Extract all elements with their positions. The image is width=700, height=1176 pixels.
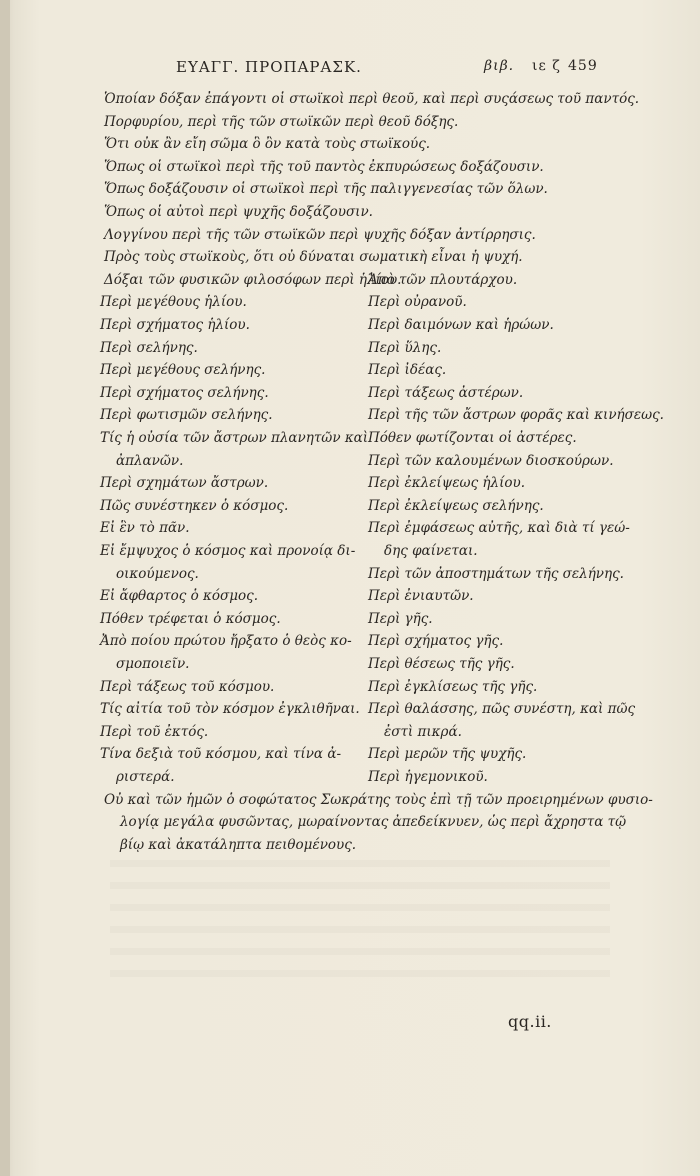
col_right-line: Περὶ τῶν καλουμένων διοσκούρων. — [368, 452, 614, 469]
lines-line: Ὅπως οἱ στωϊκοὶ περὶ τῆς τοῦ παντὸς ἐκπυρώσεως δοξάζουσιν. — [104, 158, 544, 175]
col_left-line: Εἰ ἓν τὸ πᾶν. — [100, 520, 190, 537]
col_left-line: Περὶ σχήματος σελήνης. — [100, 384, 269, 401]
closing-line: Οὐ καὶ τῶν ἡμῶν ὁ σοφώτατος Σωκράτης τοὺς ἐπὶ τῇ τῶν προειρημένων φυσιο- — [104, 791, 653, 808]
lines-line: Ὁποίαν δόξαν ἐπάγοντι οἱ στωϊκοὶ περὶ θεοῦ, καὶ περὶ συςάσεως τοῦ παντός. — [104, 91, 640, 107]
col_left-line: Περὶ τοῦ ἐκτός. — [100, 723, 209, 740]
signature-mark: qq.ii. — [508, 1012, 552, 1031]
col_right-line: Περὶ ἐγκλίσεως τῆς γῆς. — [368, 678, 538, 695]
col_right-line: Περὶ ὕλης. — [368, 339, 442, 356]
col_right-line: Περὶ δαιμόνων καὶ ἡρώων. — [368, 317, 554, 333]
page-number: 459 — [568, 58, 598, 74]
lines-line: Πορφυρίου, περὶ τῆς τῶν στωϊκῶν περὶ θεοῦ δόξης. — [104, 113, 459, 130]
col_right-line: Περὶ τῆς τῶν ἄστρων φορᾶς καὶ κινήσεως. — [368, 407, 664, 424]
col_left-line: Περὶ τάξεως τοῦ κόσμου. — [100, 678, 275, 695]
col_left-line: Τίνα δεξιὰ τοῦ κόσμου, καὶ τίνα ἀ- — [100, 746, 342, 763]
col_left-line: Περὶ μεγέθους σελήνης. — [100, 362, 266, 379]
col_left-line: οικούμενος. — [116, 565, 199, 582]
lines-line: Λογγίνου περὶ τῆς τῶν στωϊκῶν περὶ ψυχῆς δόξαν ἀντίρρησις. — [104, 226, 536, 243]
header-chapter: ιε ζ — [532, 58, 561, 74]
col_right-line: Περὶ μερῶν τῆς ψυχῆς. — [368, 746, 527, 763]
col_right-line: Περὶ θέσεως τῆς γῆς. — [368, 656, 515, 672]
page-gutter — [0, 0, 10, 1176]
col_left-line: Περὶ μεγέθους ἡλίου. — [100, 294, 247, 311]
col_right-line: ἐστὶ πικρά. — [384, 723, 462, 740]
col_left-line: Τίς ἡ οὐσία τῶν ἄστρων πλανητῶν καὶ — [100, 430, 369, 446]
col_right-line: Περὶ σχήματος γῆς. — [368, 633, 504, 650]
col_right-line: Περὶ ἰδέας. — [368, 362, 447, 379]
lines-line: Ὅπως δοξάζουσιν οἱ στωϊκοὶ περὶ τῆς παλιγγενεσίας τῶν ὅλων. — [104, 181, 548, 198]
col_right-line: Περὶ γῆς. — [368, 610, 433, 627]
running-header — [176, 58, 596, 80]
col_right-line: Πόθεν φωτίζονται οἱ ἀστέρες. — [368, 430, 577, 446]
header-title: ΕΥΑΓΓ. ΠΡΟΠΑΡΑΣΚ. — [176, 58, 362, 76]
show-through-text — [110, 860, 610, 990]
col_right-line: Περὶ τάξεως ἀστέρων. — [368, 384, 524, 401]
col_right-line: Ἀπὸ τῶν πλουτάρχου. — [368, 271, 518, 288]
col_left-line: ριστερά. — [116, 769, 175, 785]
col_right-line: Περὶ ἐνιαυτῶν. — [368, 588, 474, 605]
col_left-line: Περὶ σχημάτων ἄστρων. — [100, 475, 269, 492]
col_right-line: Περὶ ἐμφάσεως αὐτῆς, καὶ διὰ τί γεώ- — [368, 520, 630, 537]
col_left-line: Περὶ φωτισμῶν σελήνης. — [100, 407, 273, 424]
col_right-line: Περὶ ἐκλείψεως σελήνης. — [368, 497, 544, 514]
col_left-line: Ἀπὸ ποίου πρώτου ἤρξατο ὁ θεὸς κο- — [100, 633, 352, 650]
col_right-line: Περὶ θαλάσσης, πῶς συνέστη, καὶ πῶς — [368, 701, 636, 718]
lines-line: Ὅπως οἱ αὐτοὶ περὶ ψυχῆς δοξάζουσιν. — [104, 204, 373, 220]
col_left-line: Τίς αἰτία τοῦ τὸν κόσμον ἐγκλιθῆναι. — [100, 701, 360, 718]
col_right-line: Περὶ ἐκλείψεως ἡλίου. — [368, 475, 525, 492]
col_left-line: Εἰ ἄφθαρτος ὁ κόσμος. — [100, 588, 259, 605]
header-book: βιβ. — [484, 58, 515, 74]
col_right-line: Περὶ οὐρανοῦ. — [368, 294, 467, 311]
col_left-line: Περὶ σελήνης. — [100, 339, 198, 356]
lines-line: Δόξαι τῶν φυσικῶν φιλοσόφων περὶ ἡλίου. — [104, 271, 402, 288]
col_left-line: Εἰ ἔμψυχος ὁ κόσμος καὶ προνοίᾳ δι- — [100, 543, 356, 559]
col_left-line: ἀπλανῶν. — [116, 452, 184, 469]
closing-line: λογίᾳ μεγάλα φυσῶντας, μωραίνοντας ἀπεδείκνυεν, ὡς περὶ ἄχρηστα τῷ — [120, 814, 627, 831]
col_left-line: Περὶ σχήματος ἡλίου. — [100, 317, 250, 333]
closing-line: βίῳ καὶ ἀκατάληπτα πειθομένους. — [120, 836, 357, 853]
col_right-line: δης φαίνεται. — [384, 543, 478, 559]
col_left-line: Πόθεν τρέφεται ὁ κόσμος. — [100, 610, 281, 627]
lines-line: Πρὸς τοὺς στωϊκοὺς, ὅτι οὐ δύναται σωματικὴ εἶναι ἡ ψυχή. — [104, 249, 523, 266]
col_left-line: σμοποιεῖν. — [116, 656, 190, 672]
col_left-line: Πῶς συνέστηκεν ὁ κόσμος. — [100, 497, 289, 514]
col_right-line: Περὶ τῶν ἀποστημάτων τῆς σελήνης. — [368, 565, 624, 582]
col_right-line: Περὶ ἡγεμονικοῦ. — [368, 769, 488, 785]
lines-line: Ὅτι οὐκ ἂν εἴη σῶμα ὃ ὂν κατὰ τοὺς στωϊκούς. — [104, 136, 431, 153]
